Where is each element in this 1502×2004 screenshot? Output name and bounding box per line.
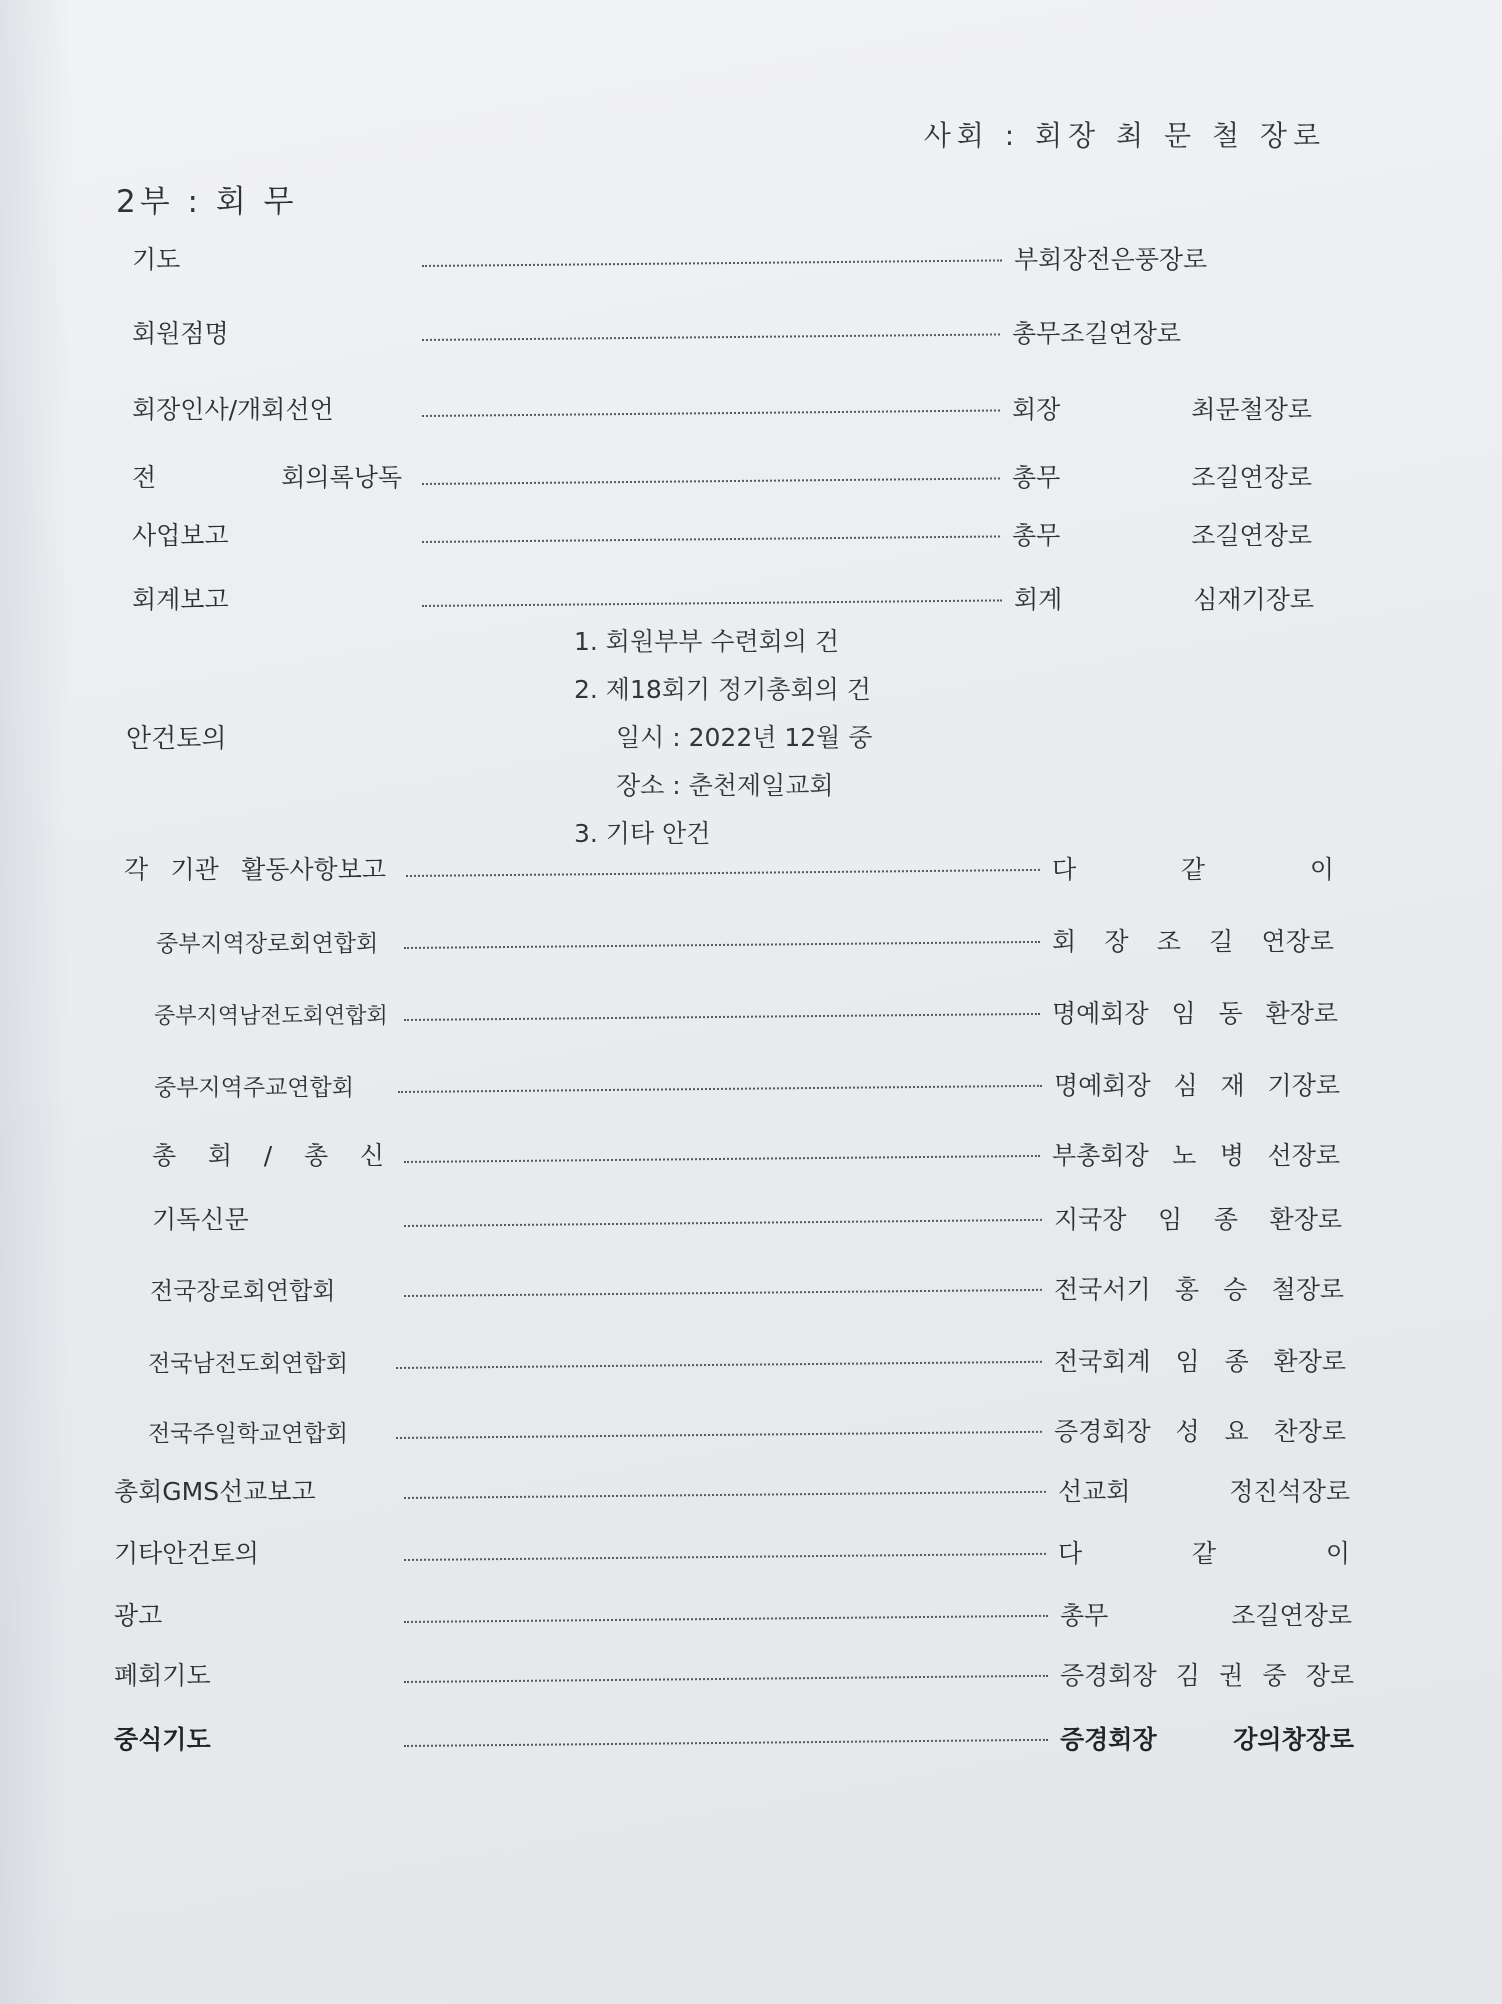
dotted-leader — [404, 1289, 1042, 1297]
agenda-label: 안건토의 — [126, 724, 227, 754]
item-label: 각 기관 활동사항보고 — [124, 855, 386, 884]
program-row — [114, 1716, 1354, 1756]
dotted-leader — [406, 869, 1040, 877]
program-row — [132, 576, 1314, 616]
program-row — [114, 1530, 1350, 1570]
item-person: 다 같 이 — [1058, 1539, 1350, 1568]
item-label: 회계보고 — [132, 585, 229, 614]
item-person: 선교회 정진석장로 — [1058, 1477, 1350, 1506]
dotted-leader — [404, 1219, 1042, 1227]
program-row — [114, 1592, 1352, 1632]
item-person: 회 장 조 길 연장로 — [1052, 927, 1334, 956]
item-person: 지국장 임 종 환장로 — [1054, 1205, 1342, 1234]
item-person: 증경회장 성 요 찬장로 — [1054, 1417, 1346, 1446]
item-person: 총무 조길연장로 — [1060, 1601, 1352, 1630]
item-person: 명예회장 심 재 기장로 — [1054, 1071, 1340, 1100]
item-label: 전 회의록낭독 — [132, 463, 402, 492]
item-person: 명예회장 임 동 환장로 — [1052, 999, 1338, 1028]
program-row — [114, 1468, 1350, 1508]
item-label: 중부지역주교연합회 — [154, 1075, 354, 1101]
item-person: 총무 조길연장로 — [1012, 463, 1312, 492]
item-label: 총회GMS선교보고 — [114, 1477, 316, 1506]
dotted-leader — [404, 1553, 1046, 1561]
dotted-leader — [404, 1739, 1048, 1747]
item-label: 전국장로회연합회 — [150, 1277, 336, 1305]
item-person: 전국서기 홍 승 철장로 — [1054, 1275, 1344, 1304]
item-label: 광고 — [114, 1601, 163, 1630]
item-person: 다 같 이 — [1052, 855, 1334, 884]
agenda-item: 2. 제18회기 정기총회의 건 — [574, 675, 871, 704]
agenda-list — [574, 618, 872, 858]
program-row — [154, 990, 1338, 1030]
program-row — [132, 512, 1312, 552]
item-person: 부총회장 노 병 선장로 — [1052, 1141, 1340, 1170]
item-person: 전국회계 임 종 환장로 — [1054, 1347, 1346, 1376]
dotted-leader — [404, 1155, 1040, 1163]
item-label: 중부지역남전도회연합회 — [154, 1004, 388, 1029]
item-label: 전국주일학교연합회 — [148, 1421, 348, 1447]
item-label: 기독신문 — [152, 1205, 249, 1234]
item-person: 총무조길연장로 — [1012, 319, 1182, 348]
agenda-item: 1. 회원부부 수련회의 건 — [574, 627, 840, 656]
item-label: 중식기도 — [114, 1725, 211, 1754]
item-label: 사업보고 — [132, 521, 229, 550]
dotted-leader — [404, 1615, 1048, 1623]
section-title: 2부 : 회 무 — [116, 184, 298, 220]
program-row — [156, 918, 1334, 958]
dotted-leader — [422, 333, 1000, 341]
program-row — [114, 1652, 1354, 1692]
dotted-leader — [404, 941, 1040, 949]
page-shadow — [0, 0, 70, 2004]
program-row — [152, 1132, 1340, 1172]
agenda-detail: 장소 : 춘천제일교회 — [616, 771, 834, 800]
dotted-leader — [422, 259, 1002, 267]
dotted-leader — [404, 1675, 1048, 1683]
program-row — [124, 846, 1334, 886]
item-label: 기도 — [132, 245, 181, 274]
item-label: 회장인사/개회선언 — [132, 395, 334, 424]
program-row — [132, 454, 1312, 494]
item-person: 증경회장 강의창장로 — [1060, 1725, 1354, 1754]
program-row — [148, 1408, 1346, 1448]
program-row — [132, 310, 1312, 350]
program-row — [154, 1062, 1340, 1102]
item-label: 폐회기도 — [114, 1661, 211, 1690]
program-row — [152, 1196, 1342, 1236]
dotted-leader — [396, 1361, 1042, 1369]
dotted-leader — [404, 1491, 1046, 1499]
item-person: 총무 조길연장로 — [1012, 521, 1312, 550]
item-person: 부회장전은풍장로 — [1014, 245, 1208, 274]
program-row — [132, 236, 1314, 276]
item-person: 회장 최문철장로 — [1012, 395, 1312, 424]
dotted-leader — [396, 1431, 1042, 1439]
program-row — [132, 386, 1312, 426]
dotted-leader — [422, 599, 1002, 607]
item-person: 증경회장 김 권 중 장로 — [1060, 1661, 1354, 1690]
item-label: 총 회 / 총 신 — [152, 1141, 384, 1170]
dotted-leader — [422, 409, 1000, 417]
agenda-detail: 일시 : 2022년 12월 중 — [616, 723, 873, 752]
dotted-leader — [398, 1085, 1042, 1093]
agenda-item: 3. 기타 안건 — [574, 819, 711, 848]
dotted-leader — [404, 1013, 1040, 1021]
presider-line: 사회 : 회장 최 문 철 장로 — [923, 119, 1326, 152]
item-label: 회원점명 — [132, 319, 229, 348]
program-row — [148, 1338, 1346, 1378]
program-row — [150, 1266, 1344, 1306]
item-label: 중부지역장로회연합회 — [156, 931, 379, 957]
dotted-leader — [422, 477, 1000, 485]
item-label: 기타안건토의 — [114, 1539, 259, 1568]
item-person: 회계 심재기장로 — [1014, 585, 1314, 614]
item-label: 전국남전도회연합회 — [148, 1351, 348, 1377]
dotted-leader — [422, 535, 1000, 543]
